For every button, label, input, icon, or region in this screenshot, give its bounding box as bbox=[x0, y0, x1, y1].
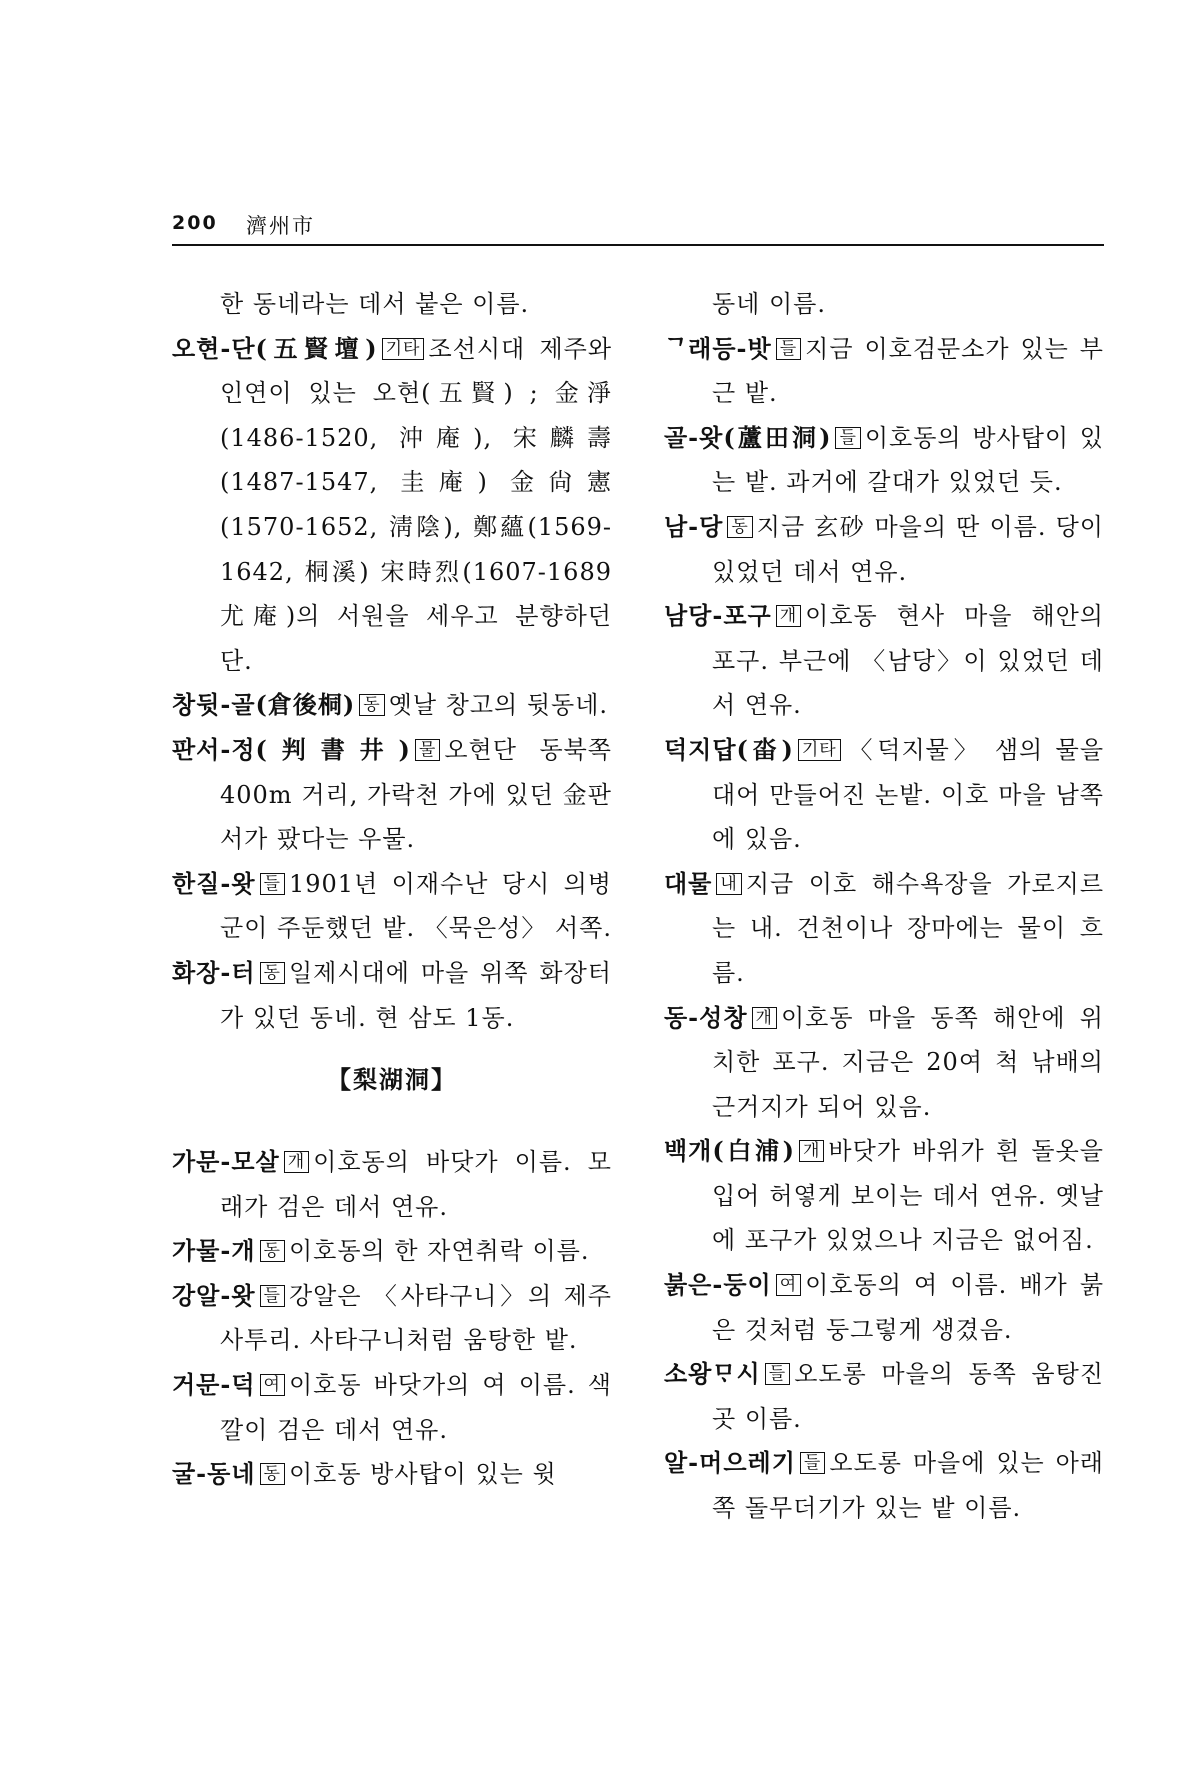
category-tag: 여 bbox=[260, 1374, 285, 1396]
entry-headword: 강알-왓 bbox=[172, 1280, 256, 1310]
dictionary-entry bbox=[664, 1352, 1104, 1441]
entry-headword: 백개(白浦) bbox=[664, 1136, 795, 1166]
dictionary-entry bbox=[664, 416, 1104, 505]
entry-text: 이호동의 한 자연취락 이름. bbox=[288, 1237, 590, 1266]
entry-headword: 붉은-둥이 bbox=[664, 1270, 772, 1300]
category-tag: 동 bbox=[727, 516, 752, 538]
category-tag: 기타 bbox=[798, 739, 841, 761]
entry-headword: 골-왓(蘆田洞) bbox=[664, 422, 832, 452]
category-tag: 개 bbox=[284, 1151, 309, 1173]
entry-text: 이호동 방사탑이 있는 윗 bbox=[288, 1460, 557, 1489]
entry-headword: 거문-덕 bbox=[172, 1370, 256, 1400]
entry-text: 이호동의 여 이름. 배가 붉은 것처럼 둥그렇게 생겼음. bbox=[712, 1271, 1104, 1344]
entry-headword: 알-머으레기 bbox=[664, 1448, 796, 1478]
category-tag: 개 bbox=[752, 1007, 777, 1029]
category-tag: 동 bbox=[260, 962, 285, 984]
dictionary-entry bbox=[172, 1452, 612, 1497]
category-tag: 들 bbox=[260, 1285, 285, 1307]
entry-text: 오도롱 마을에 있는 아래쪽 돌무더기가 있는 밭 이름. bbox=[712, 1449, 1104, 1523]
entry-text: 바닷가 바위가 흰 돌옷을 입어 허옇게 보이는 데서 연유. 옛날에 포구가 있었으나 지금은 없어짐. bbox=[712, 1137, 1104, 1255]
page-header bbox=[172, 204, 1104, 246]
entry-text: 이호동 현사 마을 해안의 포구. 부근에 〈남당〉이 있었던 데서 연유. bbox=[712, 602, 1104, 720]
entry-headword: 소왕ᄆᆞ시 bbox=[664, 1359, 761, 1389]
entry-headword: ᄀ래등-밧 bbox=[664, 333, 772, 363]
category-tag: 기타 bbox=[382, 338, 425, 360]
dictionary-entry bbox=[172, 862, 612, 951]
page-number: 200 bbox=[172, 212, 218, 234]
entry-text: 이호동의 방사탑이 있는 밭. 과거에 갈대가 있었던 듯. bbox=[712, 423, 1104, 497]
entry-text: 옛날 창고의 뒷동네. bbox=[388, 691, 609, 720]
dictionary-entry bbox=[172, 1229, 612, 1274]
dictionary-entry bbox=[172, 327, 612, 684]
entry-headword: 가문-모살 bbox=[172, 1147, 280, 1177]
entry-headword: 한질-왓 bbox=[172, 868, 256, 898]
category-tag: 동 bbox=[359, 694, 384, 716]
entry-headword: 덕지답(畓) bbox=[664, 734, 794, 764]
dictionary-entry bbox=[664, 1441, 1104, 1530]
entry-text: 일제시대에 마을 위쪽 화장터가 있던 동네. 현 삼도 1동. bbox=[220, 958, 612, 1032]
entry-headword: 굴-동네 bbox=[172, 1459, 256, 1489]
dictionary-entry bbox=[664, 996, 1104, 1130]
dictionary-entry bbox=[664, 728, 1104, 862]
entry-headword: 남-당 bbox=[664, 511, 724, 541]
entry-text: 동네 이름. bbox=[712, 290, 826, 318]
category-tag: 들 bbox=[776, 338, 801, 360]
entry-text: 이호동 마을 동쪽 해안에 위치한 포구. 지금은 20여 척 낚배의 근거지가 되어 있음. bbox=[712, 1003, 1104, 1121]
left-column bbox=[172, 282, 612, 1497]
entry-text: 〈덕지물〉 샘의 물을 대어 만들어진 논밭. 이호 마을 남쪽에 있음. bbox=[712, 735, 1105, 854]
dictionary-entry bbox=[664, 594, 1104, 728]
dictionary-entry bbox=[664, 327, 1104, 416]
dictionary-entry bbox=[664, 862, 1104, 996]
running-title: 濟州市 bbox=[246, 214, 315, 238]
dictionary-entry bbox=[172, 1363, 612, 1452]
category-tag: 개 bbox=[799, 1140, 824, 1162]
entry-text: 지금 이호 해수욕장을 가로지르는 내. 건천이나 장마에는 물이 흐름. bbox=[712, 869, 1104, 987]
category-tag: 개 bbox=[776, 605, 801, 627]
section-title: 【梨湖洞】 bbox=[327, 1065, 457, 1095]
entry-text: 조선시대 제주와 인연이 있는 오현(五賢) ; 金淨(1486-1520, 沖庵), 宋麟壽(1487-1547, 圭庵) 金尙憲(1570-1652, 淸陰), 鄭蘊(1569-1642, 桐溪) 宋時烈(1607-1689 尤庵)의 서원을 세우고 분향하던 단. bbox=[220, 334, 612, 675]
dictionary-entry bbox=[172, 282, 612, 327]
entry-headword: 대물 bbox=[664, 868, 713, 898]
category-tag: 물 bbox=[415, 739, 440, 761]
dictionary-entry bbox=[172, 728, 612, 862]
dictionary-entry bbox=[664, 1129, 1104, 1263]
dictionary-entry bbox=[172, 683, 612, 728]
category-tag: 여 bbox=[776, 1274, 801, 1296]
entry-text: 지금 玄砂 마을의 딴 이름. 당이 있었던 데서 연유. bbox=[712, 512, 1104, 586]
category-tag: 들 bbox=[260, 873, 285, 895]
dictionary-entry bbox=[172, 1274, 612, 1363]
category-tag: 동 bbox=[260, 1240, 285, 1262]
entry-headword: 동-성창 bbox=[664, 1002, 748, 1032]
entry-headword: 오현-단(五賢壇) bbox=[172, 333, 378, 363]
entry-text: 강알은 〈사타구니〉의 제주 사투리. 사타구니처럼 움탕한 밭. bbox=[220, 1281, 612, 1355]
dictionary-entry bbox=[664, 282, 1104, 327]
entry-text: 오현단 동북쪽 400m 거리, 가락천 가에 있던 金판서가 팠다는 우물. bbox=[220, 735, 612, 854]
entry-headword: 판서-정(判書井) bbox=[172, 734, 411, 764]
entry-headword: 가물-개 bbox=[172, 1236, 256, 1266]
entry-text: 오도롱 마을의 동쪽 움탕진 곳 이름. bbox=[712, 1360, 1104, 1433]
category-tag: 들 bbox=[835, 427, 860, 449]
category-tag: 들 bbox=[800, 1452, 825, 1474]
category-tag: 들 bbox=[765, 1363, 790, 1385]
dictionary-entry bbox=[664, 1263, 1104, 1352]
entry-headword: 남당-포구 bbox=[664, 601, 772, 631]
entry-headword: 창뒷-골(倉後桐) bbox=[172, 690, 356, 720]
entry-text: 한 동네라는 데서 붙은 이름. bbox=[220, 290, 530, 318]
entry-text: 이호동의 바닷가 이름. 모래가 검은 데서 연유. bbox=[220, 1148, 612, 1221]
entry-text: 이호동 바닷가의 여 이름. 색깔이 검은 데서 연유. bbox=[220, 1371, 612, 1444]
dictionary-entry bbox=[172, 1140, 612, 1229]
entry-text: 지금 이호검문소가 있는 부근 밭. bbox=[712, 334, 1104, 408]
entry-text: 1901년 이재수난 당시 의병군이 주둔했던 밭. 〈묵은성〉 서쪽. bbox=[220, 869, 612, 943]
dictionary-entry bbox=[664, 505, 1104, 594]
right-column bbox=[664, 282, 1104, 1531]
dictionary-entry bbox=[172, 951, 612, 1040]
category-tag: 내 bbox=[716, 873, 741, 895]
entry-headword: 화장-터 bbox=[172, 957, 256, 987]
category-tag: 동 bbox=[260, 1463, 285, 1485]
